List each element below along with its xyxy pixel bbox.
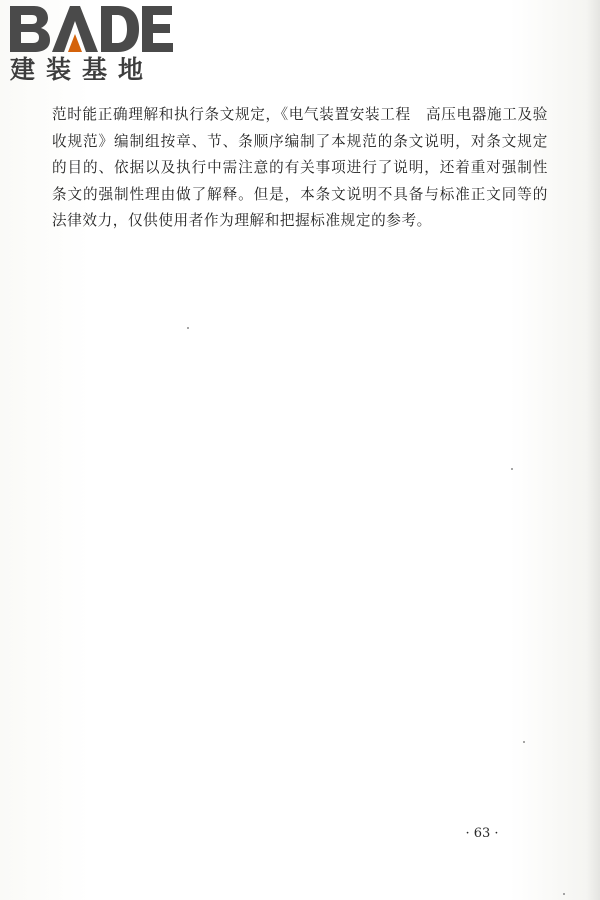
- logo-chinese-text: 建装基地: [10, 55, 155, 84]
- bade-logo: [8, 4, 174, 86]
- body-paragraph: 范时能正确理解和执行条文规定，《电气装置安装工程 高压电器施工及验收规范》编制组按章、节、条顺序编制了本规范的条文说明，对条文规定的目的、依据以及执行中需注意的有关事项进行了说明，还着重对强制性条文的强制性理由做了解释。但是，本条文说明不具备与标准正文同等的法律效力，仅供使用者作为理解和把握标准规定的参考。: [52, 106, 548, 229]
- scan-speck: [563, 893, 565, 895]
- scan-speck: [511, 468, 513, 470]
- scan-speck: [523, 741, 525, 743]
- page-number: · 63 ·: [465, 826, 499, 841]
- bade-wordmark: [8, 4, 174, 54]
- page-edge-shadow: [586, 0, 600, 900]
- scan-speck: [187, 327, 189, 329]
